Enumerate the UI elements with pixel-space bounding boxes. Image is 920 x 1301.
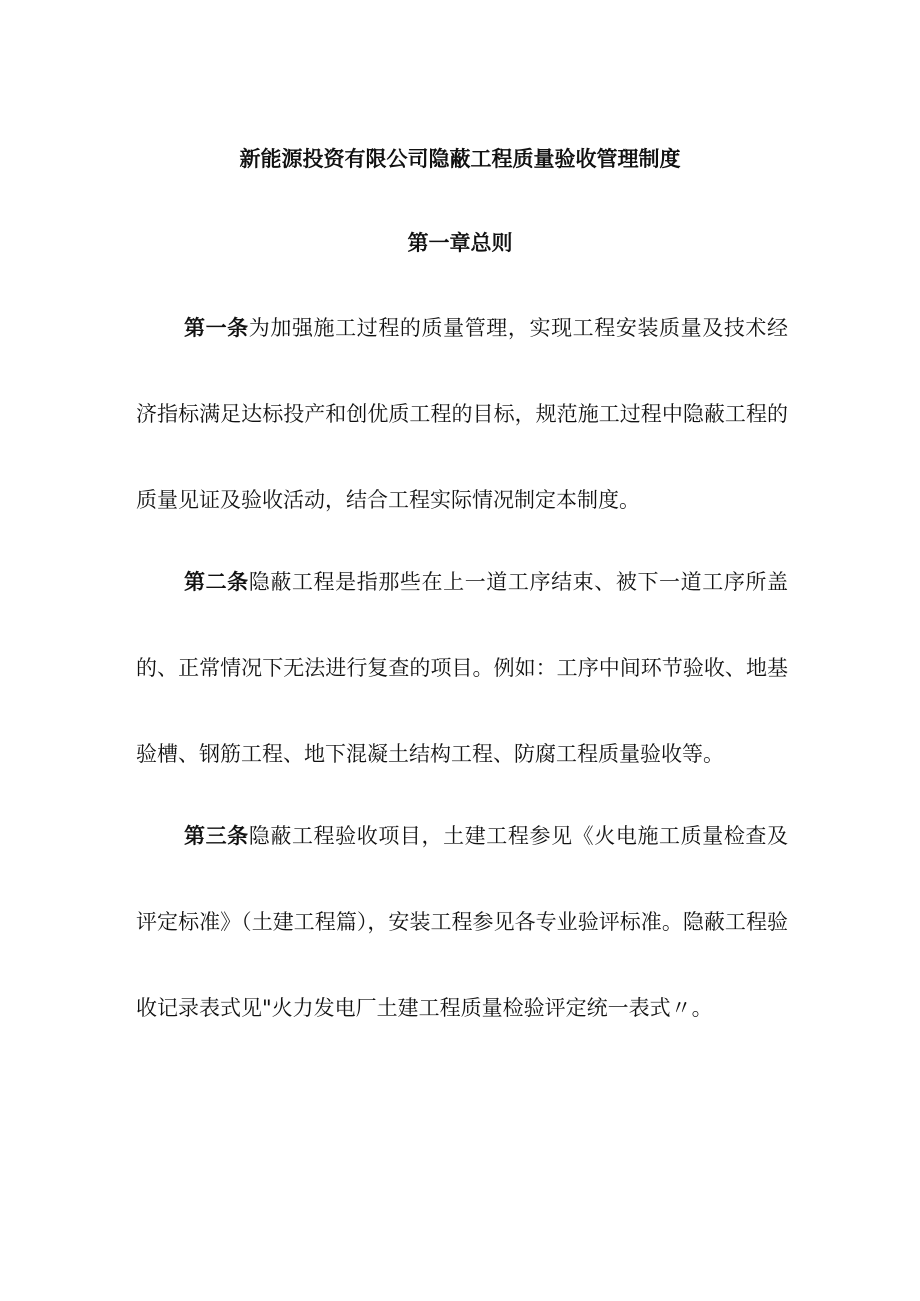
article-text: 隐蔽工程是指那些在上一道工序结束、被下一道工序所盖的、正常情况下无法进行复查的项目。例如：工序中间环节验收、地基验槽、钢筋工程、地下混凝土结构工程、防腐工程质量验收等。	[136, 570, 789, 766]
article-paragraph	[136, 285, 788, 543]
article-label: 第一条	[184, 316, 249, 340]
article-text: 隐蔽工程验收项目，土建工程参见《火电施工质量检查及评定标准》（土建工程篇），安装工程参见各专业验评标准。隐蔽工程验收记录表式见"火力发电厂土建工程质量检验评定统一表式〃。	[136, 824, 789, 1020]
article-label: 第二条	[184, 570, 249, 594]
article-text: 为加强施工过程的质量管理，实现工程安装质量及技术经济指标满足达标投产和创优质工程的目标，规范施工过程中隐蔽工程的质量见证及验收活动，结合工程实际情况制定本制度。	[136, 316, 789, 512]
document-title: 新能源投资有限公司隐蔽工程质量验收管理制度	[239, 147, 681, 171]
chapter-title: 第一章总则	[407, 231, 513, 255]
article-paragraph	[136, 793, 788, 1051]
article-paragraph	[136, 539, 788, 797]
article-label: 第三条	[184, 824, 249, 848]
